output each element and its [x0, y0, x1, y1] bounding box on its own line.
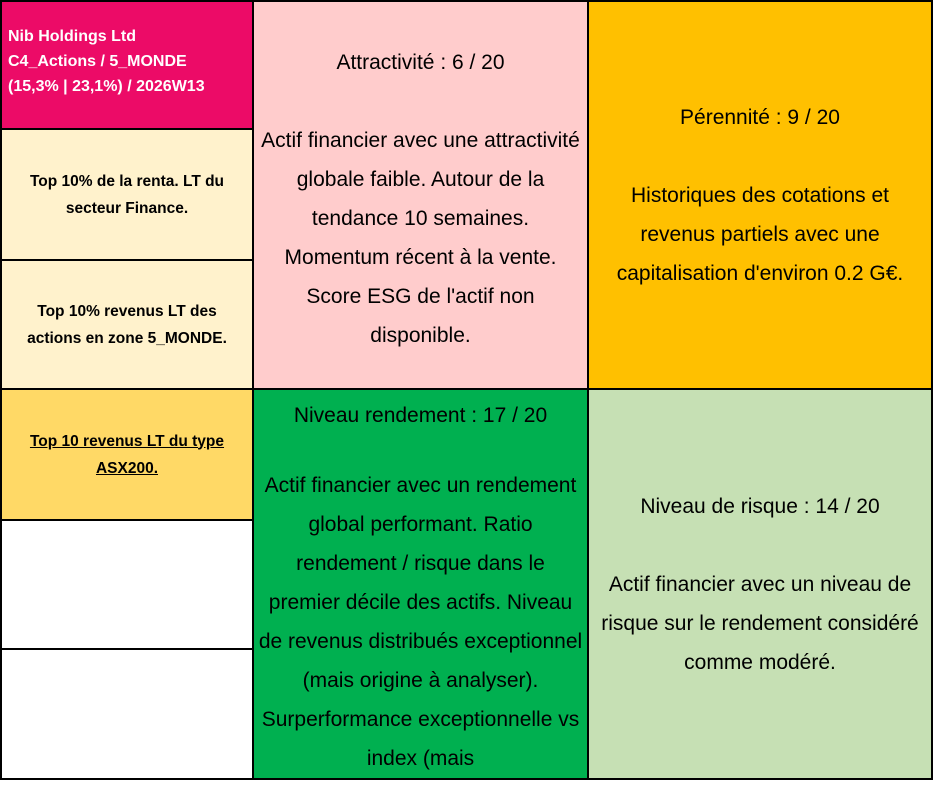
spacer — [593, 526, 927, 565]
risque-heading: Niveau de risque : 14 / 20 — [640, 494, 880, 518]
asset-name: Nib Holdings Ltd — [8, 28, 136, 45]
rendement-heading: Niveau rendement : 17 / 20 — [293, 404, 548, 427]
spacer — [593, 137, 927, 176]
highlight-zone-cell — [0, 259, 254, 390]
highlight-sector-cell — [0, 128, 254, 261]
highlight-zone-text: Top 10% revenus LT des actions en zone 5_MONDE. — [27, 302, 227, 347]
asset-performance-period: (15,3% | 23,1%) / 2026W13 — [8, 78, 205, 95]
risque-content — [593, 487, 927, 682]
empty-cell-1 — [0, 519, 254, 650]
empty-cell-2 — [0, 648, 254, 780]
attractivite-cell — [252, 0, 589, 390]
rendement-description: Actif financier avec un rendement global performant. Ratio rendement / risque dans le premier décile des actifs. Niveau de revenus distribués exceptionnel (mais origine à analyser). Surperformance exceptionnelle vs index (mais — [258, 474, 583, 770]
perennite-heading: Pérennité : 9 / 20 — [680, 105, 840, 129]
perennite-description: Historiques des cotations et revenus partiels avec une capitalisation d'environ 0.2 G€. — [616, 183, 904, 285]
perennite-cell — [587, 0, 933, 390]
highlight-sector-text: Top 10% de la renta. LT du secteur Finance. — [29, 172, 225, 217]
risque-cell — [587, 388, 933, 780]
risque-description: Actif financier avec un niveau de risque sur le rendement considéré comme modéré. — [601, 572, 919, 674]
rendement-cell — [252, 388, 589, 780]
perennite-content — [593, 98, 927, 293]
highlight-type-link[interactable]: Top 10 revenus LT du type ASX200. — [29, 432, 225, 477]
bottom-border — [0, 778, 933, 780]
asset-category: C4_Actions / 5_MONDE — [8, 53, 187, 70]
highlight-type-cell[interactable] — [0, 388, 254, 521]
attractivite-heading: Attractivité : 6 / 20 — [336, 51, 505, 74]
attractivite-description: Actif financier avec une attractivité globale faible. Autour de la tendance 10 semaines. Momentum récent à la vente. Score ESG de l'actif non disponible. — [261, 129, 580, 347]
asset-title-cell — [0, 0, 254, 130]
